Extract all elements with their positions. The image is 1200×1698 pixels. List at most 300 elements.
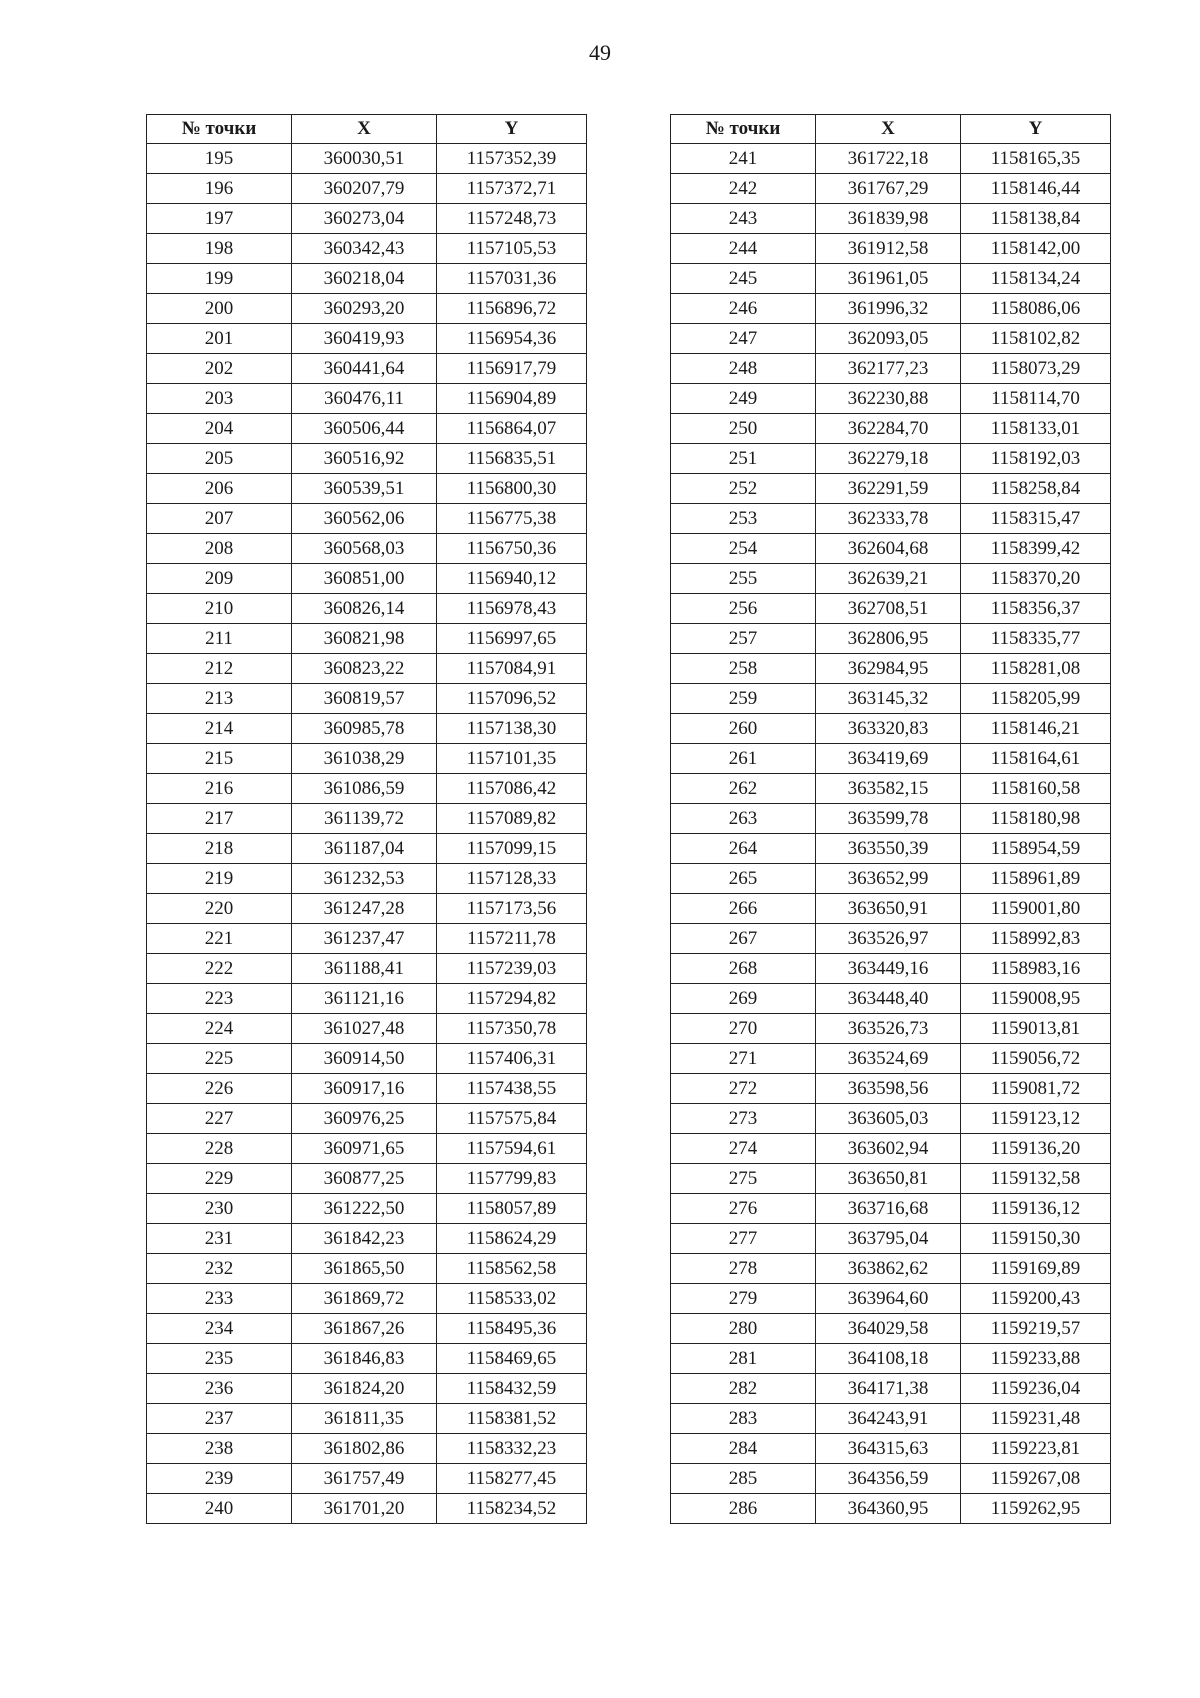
point-number-cell: 250 [671,414,816,444]
table-row [671,594,1111,624]
point-number-cell: 214 [147,714,292,744]
table-row [147,384,587,414]
x-coordinate-cell: 364315,63 [816,1434,961,1464]
y-coordinate-cell: 1157138,30 [437,714,587,744]
table-row [147,234,587,264]
table-row [147,444,587,474]
x-coordinate-cell: 363550,39 [816,834,961,864]
point-number-cell: 211 [147,624,292,654]
y-coordinate-cell: 1159136,20 [961,1134,1111,1164]
y-coordinate-cell: 1159231,48 [961,1404,1111,1434]
x-coordinate-cell: 361811,35 [292,1404,437,1434]
table-row [147,1044,587,1074]
point-number-cell: 213 [147,684,292,714]
y-coordinate-cell: 1157086,42 [437,774,587,804]
x-coordinate-cell: 360218,04 [292,264,437,294]
x-coordinate-cell: 360293,20 [292,294,437,324]
x-coordinate-cell: 360819,57 [292,684,437,714]
point-number-cell: 198 [147,234,292,264]
table-row [671,234,1111,264]
point-number-cell: 282 [671,1374,816,1404]
y-coordinate-cell: 1158192,03 [961,444,1111,474]
x-coordinate-cell: 363145,32 [816,684,961,714]
x-coordinate-cell: 362291,59 [816,474,961,504]
table-row [671,894,1111,924]
x-coordinate-cell: 362984,95 [816,654,961,684]
x-coordinate-cell: 361187,04 [292,834,437,864]
table-row [671,1014,1111,1044]
table-row [671,984,1111,1014]
x-coordinate-cell: 361865,50 [292,1254,437,1284]
column-header-point: № точки [671,115,816,144]
x-coordinate-cell: 360516,92 [292,444,437,474]
x-coordinate-cell: 361222,50 [292,1194,437,1224]
table-header-row [671,115,1111,144]
coordinates-table-left [146,114,587,1524]
x-coordinate-cell: 360562,06 [292,504,437,534]
y-coordinate-cell: 1157211,78 [437,924,587,954]
x-coordinate-cell: 360419,93 [292,324,437,354]
point-number-cell: 273 [671,1104,816,1134]
y-coordinate-cell: 1156917,79 [437,354,587,384]
point-number-cell: 246 [671,294,816,324]
table-row [147,894,587,924]
table-row [671,414,1111,444]
point-number-cell: 227 [147,1104,292,1134]
point-number-cell: 231 [147,1224,292,1254]
point-number-cell: 234 [147,1314,292,1344]
point-number-cell: 233 [147,1284,292,1314]
table-row [671,1314,1111,1344]
point-number-cell: 243 [671,204,816,234]
x-coordinate-cell: 363605,03 [816,1104,961,1134]
table-row [147,924,587,954]
point-number-cell: 258 [671,654,816,684]
x-coordinate-cell: 360506,44 [292,414,437,444]
table-row [147,1074,587,1104]
y-coordinate-cell: 1158057,89 [437,1194,587,1224]
table-row [147,654,587,684]
x-coordinate-cell: 364171,38 [816,1374,961,1404]
y-coordinate-cell: 1158134,24 [961,264,1111,294]
x-coordinate-cell: 362230,88 [816,384,961,414]
point-number-cell: 240 [147,1494,292,1524]
x-coordinate-cell: 361038,29 [292,744,437,774]
x-coordinate-cell: 363320,83 [816,714,961,744]
table-row [147,834,587,864]
table-row [147,864,587,894]
table-row [147,954,587,984]
point-number-cell: 232 [147,1254,292,1284]
y-coordinate-cell: 1158469,65 [437,1344,587,1374]
y-coordinate-cell: 1157248,73 [437,204,587,234]
point-number-cell: 197 [147,204,292,234]
x-coordinate-cell: 362333,78 [816,504,961,534]
x-coordinate-cell: 363650,81 [816,1164,961,1194]
y-coordinate-cell: 1158332,23 [437,1434,587,1464]
table-header-row [147,115,587,144]
table-row [147,324,587,354]
y-coordinate-cell: 1159219,57 [961,1314,1111,1344]
point-number-cell: 244 [671,234,816,264]
point-number-cell: 215 [147,744,292,774]
y-coordinate-cell: 1157799,83 [437,1164,587,1194]
y-coordinate-cell: 1157575,84 [437,1104,587,1134]
point-number-cell: 218 [147,834,292,864]
point-number-cell: 235 [147,1344,292,1374]
x-coordinate-cell: 363582,15 [816,774,961,804]
y-coordinate-cell: 1159013,81 [961,1014,1111,1044]
table-row [671,624,1111,654]
table-row [147,984,587,1014]
point-number-cell: 223 [147,984,292,1014]
table-row [671,474,1111,504]
point-number-cell: 266 [671,894,816,924]
y-coordinate-cell: 1157173,56 [437,894,587,924]
y-coordinate-cell: 1157031,36 [437,264,587,294]
point-number-cell: 220 [147,894,292,924]
table-row [671,654,1111,684]
y-coordinate-cell: 1156997,65 [437,624,587,654]
x-coordinate-cell: 364029,58 [816,1314,961,1344]
x-coordinate-cell: 364356,59 [816,1464,961,1494]
table-row [147,1284,587,1314]
x-coordinate-cell: 361846,83 [292,1344,437,1374]
table-row [147,414,587,444]
y-coordinate-cell: 1158146,21 [961,714,1111,744]
x-coordinate-cell: 364360,95 [816,1494,961,1524]
point-number-cell: 280 [671,1314,816,1344]
y-coordinate-cell: 1158432,59 [437,1374,587,1404]
point-number-cell: 236 [147,1374,292,1404]
point-number-cell: 207 [147,504,292,534]
column-header-point: № точки [147,115,292,144]
point-number-cell: 275 [671,1164,816,1194]
x-coordinate-cell: 360914,50 [292,1044,437,1074]
column-header-x: X [292,115,437,144]
x-coordinate-cell: 361027,48 [292,1014,437,1044]
point-number-cell: 286 [671,1494,816,1524]
x-coordinate-cell: 362604,68 [816,534,961,564]
point-number-cell: 238 [147,1434,292,1464]
x-coordinate-cell: 363524,69 [816,1044,961,1074]
x-coordinate-cell: 364243,91 [816,1404,961,1434]
table-row [147,804,587,834]
y-coordinate-cell: 1159262,95 [961,1494,1111,1524]
y-coordinate-cell: 1158992,83 [961,924,1111,954]
y-coordinate-cell: 1157105,53 [437,234,587,264]
point-number-cell: 278 [671,1254,816,1284]
x-coordinate-cell: 360851,00 [292,564,437,594]
point-number-cell: 222 [147,954,292,984]
table-row [671,324,1111,354]
y-coordinate-cell: 1158142,00 [961,234,1111,264]
point-number-cell: 251 [671,444,816,474]
y-coordinate-cell: 1158381,52 [437,1404,587,1434]
x-coordinate-cell: 361237,47 [292,924,437,954]
point-number-cell: 279 [671,1284,816,1314]
y-coordinate-cell: 1156800,30 [437,474,587,504]
y-coordinate-cell: 1156904,89 [437,384,587,414]
x-coordinate-cell: 363964,60 [816,1284,961,1314]
y-coordinate-cell: 1159236,04 [961,1374,1111,1404]
x-coordinate-cell: 360207,79 [292,174,437,204]
y-coordinate-cell: 1158133,01 [961,414,1111,444]
table-row [147,1194,587,1224]
table-row [671,444,1111,474]
y-coordinate-cell: 1156940,12 [437,564,587,594]
x-coordinate-cell: 360985,78 [292,714,437,744]
x-coordinate-cell: 362639,21 [816,564,961,594]
point-number-cell: 255 [671,564,816,594]
y-coordinate-cell: 1156978,43 [437,594,587,624]
x-coordinate-cell: 361767,29 [816,174,961,204]
x-coordinate-cell: 361757,49 [292,1464,437,1494]
y-coordinate-cell: 1157406,31 [437,1044,587,1074]
x-coordinate-cell: 360877,25 [292,1164,437,1194]
point-number-cell: 217 [147,804,292,834]
y-coordinate-cell: 1159001,80 [961,894,1111,924]
y-coordinate-cell: 1158164,61 [961,744,1111,774]
y-coordinate-cell: 1158165,35 [961,144,1111,174]
y-coordinate-cell: 1159136,12 [961,1194,1111,1224]
point-number-cell: 249 [671,384,816,414]
y-coordinate-cell: 1158180,98 [961,804,1111,834]
point-number-cell: 210 [147,594,292,624]
point-number-cell: 209 [147,564,292,594]
table-row [671,264,1111,294]
table-row [671,1464,1111,1494]
point-number-cell: 261 [671,744,816,774]
y-coordinate-cell: 1157239,03 [437,954,587,984]
x-coordinate-cell: 360273,04 [292,204,437,234]
table-row [147,1434,587,1464]
point-number-cell: 206 [147,474,292,504]
table-row [671,294,1111,324]
x-coordinate-cell: 360917,16 [292,1074,437,1104]
point-number-cell: 262 [671,774,816,804]
x-coordinate-cell: 360971,65 [292,1134,437,1164]
x-coordinate-cell: 361824,20 [292,1374,437,1404]
y-coordinate-cell: 1159169,89 [961,1254,1111,1284]
y-coordinate-cell: 1158073,29 [961,354,1111,384]
y-coordinate-cell: 1158495,36 [437,1314,587,1344]
point-number-cell: 257 [671,624,816,654]
table-row [671,1044,1111,1074]
table-row [147,1164,587,1194]
x-coordinate-cell: 363795,04 [816,1224,961,1254]
x-coordinate-cell: 363526,73 [816,1014,961,1044]
x-coordinate-cell: 362284,70 [816,414,961,444]
point-number-cell: 259 [671,684,816,714]
point-number-cell: 284 [671,1434,816,1464]
y-coordinate-cell: 1157372,71 [437,174,587,204]
table-row [671,534,1111,564]
table-row [147,714,587,744]
table-row [147,624,587,654]
x-coordinate-cell: 361139,72 [292,804,437,834]
x-coordinate-cell: 360823,22 [292,654,437,684]
table-row [147,1314,587,1344]
point-number-cell: 203 [147,384,292,414]
y-coordinate-cell: 1157594,61 [437,1134,587,1164]
point-number-cell: 285 [671,1464,816,1494]
x-coordinate-cell: 360441,64 [292,354,437,384]
table-row [671,1164,1111,1194]
x-coordinate-cell: 363602,94 [816,1134,961,1164]
table-row [147,204,587,234]
table-row [671,774,1111,804]
y-coordinate-cell: 1157101,35 [437,744,587,774]
point-number-cell: 241 [671,144,816,174]
y-coordinate-cell: 1158370,20 [961,564,1111,594]
y-coordinate-cell: 1157084,91 [437,654,587,684]
x-coordinate-cell: 362177,23 [816,354,961,384]
y-coordinate-cell: 1157294,82 [437,984,587,1014]
table-row [671,1104,1111,1134]
table-row [147,1494,587,1524]
x-coordinate-cell: 363598,56 [816,1074,961,1104]
table-row [671,954,1111,984]
x-coordinate-cell: 360030,51 [292,144,437,174]
table-row [671,1374,1111,1404]
point-number-cell: 237 [147,1404,292,1434]
point-number-cell: 228 [147,1134,292,1164]
x-coordinate-cell: 361867,26 [292,1314,437,1344]
table-row [671,504,1111,534]
y-coordinate-cell: 1156864,07 [437,414,587,444]
point-number-cell: 248 [671,354,816,384]
x-coordinate-cell: 361232,53 [292,864,437,894]
y-coordinate-cell: 1158961,89 [961,864,1111,894]
point-number-cell: 230 [147,1194,292,1224]
table-row [147,1374,587,1404]
table-row [147,594,587,624]
y-coordinate-cell: 1159056,72 [961,1044,1111,1074]
table-row [671,1494,1111,1524]
x-coordinate-cell: 361247,28 [292,894,437,924]
table-row [671,1194,1111,1224]
y-coordinate-cell: 1158335,77 [961,624,1111,654]
y-coordinate-cell: 1159123,12 [961,1104,1111,1134]
y-coordinate-cell: 1158138,84 [961,204,1111,234]
point-number-cell: 200 [147,294,292,324]
x-coordinate-cell: 363862,62 [816,1254,961,1284]
point-number-cell: 245 [671,264,816,294]
x-coordinate-cell: 360568,03 [292,534,437,564]
y-coordinate-cell: 1156775,38 [437,504,587,534]
x-coordinate-cell: 362279,18 [816,444,961,474]
x-coordinate-cell: 361996,32 [816,294,961,324]
y-coordinate-cell: 1159132,58 [961,1164,1111,1194]
y-coordinate-cell: 1158102,82 [961,324,1111,354]
x-coordinate-cell: 363716,68 [816,1194,961,1224]
table-row [147,774,587,804]
x-coordinate-cell: 361842,23 [292,1224,437,1254]
table-row [147,1254,587,1284]
table-row [671,1224,1111,1254]
y-coordinate-cell: 1158983,16 [961,954,1111,984]
x-coordinate-cell: 361912,58 [816,234,961,264]
table-row [147,264,587,294]
y-coordinate-cell: 1159267,08 [961,1464,1111,1494]
table-row [671,864,1111,894]
table-row [671,684,1111,714]
point-number-cell: 219 [147,864,292,894]
column-header-y: Y [961,115,1111,144]
point-number-cell: 274 [671,1134,816,1164]
table-row [671,714,1111,744]
page-number: 49 [589,40,611,65]
point-number-cell: 265 [671,864,816,894]
x-coordinate-cell: 362093,05 [816,324,961,354]
table-row [671,564,1111,594]
y-coordinate-cell: 1156750,36 [437,534,587,564]
point-number-cell: 196 [147,174,292,204]
table-row [147,1404,587,1434]
y-coordinate-cell: 1156835,51 [437,444,587,474]
point-number-cell: 253 [671,504,816,534]
point-number-cell: 216 [147,774,292,804]
y-coordinate-cell: 1158624,29 [437,1224,587,1254]
table-row [671,924,1111,954]
y-coordinate-cell: 1158205,99 [961,684,1111,714]
point-number-cell: 224 [147,1014,292,1044]
y-coordinate-cell: 1158277,45 [437,1464,587,1494]
y-coordinate-cell: 1158281,08 [961,654,1111,684]
table-row [671,804,1111,834]
y-coordinate-cell: 1158399,42 [961,534,1111,564]
x-coordinate-cell: 361701,20 [292,1494,437,1524]
x-coordinate-cell: 361188,41 [292,954,437,984]
table-row [147,1134,587,1164]
point-number-cell: 195 [147,144,292,174]
y-coordinate-cell: 1159200,43 [961,1284,1111,1314]
point-number-cell: 205 [147,444,292,474]
point-number-cell: 270 [671,1014,816,1044]
point-number-cell: 264 [671,834,816,864]
y-coordinate-cell: 1158533,02 [437,1284,587,1314]
x-coordinate-cell: 360476,11 [292,384,437,414]
y-coordinate-cell: 1157099,15 [437,834,587,864]
table-row [671,144,1111,174]
point-number-cell: 276 [671,1194,816,1224]
point-number-cell: 263 [671,804,816,834]
y-coordinate-cell: 1157438,55 [437,1074,587,1104]
table-row [671,1284,1111,1314]
point-number-cell: 226 [147,1074,292,1104]
y-coordinate-cell: 1157089,82 [437,804,587,834]
point-number-cell: 254 [671,534,816,564]
column-header-x: X [816,115,961,144]
table-row [147,1104,587,1134]
x-coordinate-cell: 361802,86 [292,1434,437,1464]
table-row [671,744,1111,774]
table-row [671,174,1111,204]
table-row [671,354,1111,384]
y-coordinate-cell: 1158562,58 [437,1254,587,1284]
x-coordinate-cell: 360976,25 [292,1104,437,1134]
x-coordinate-cell: 362708,51 [816,594,961,624]
x-coordinate-cell: 361869,72 [292,1284,437,1314]
point-number-cell: 281 [671,1344,816,1374]
table-row [147,744,587,774]
x-coordinate-cell: 362806,95 [816,624,961,654]
y-coordinate-cell: 1159233,88 [961,1344,1111,1374]
x-coordinate-cell: 360539,51 [292,474,437,504]
y-coordinate-cell: 1157128,33 [437,864,587,894]
x-coordinate-cell: 361086,59 [292,774,437,804]
